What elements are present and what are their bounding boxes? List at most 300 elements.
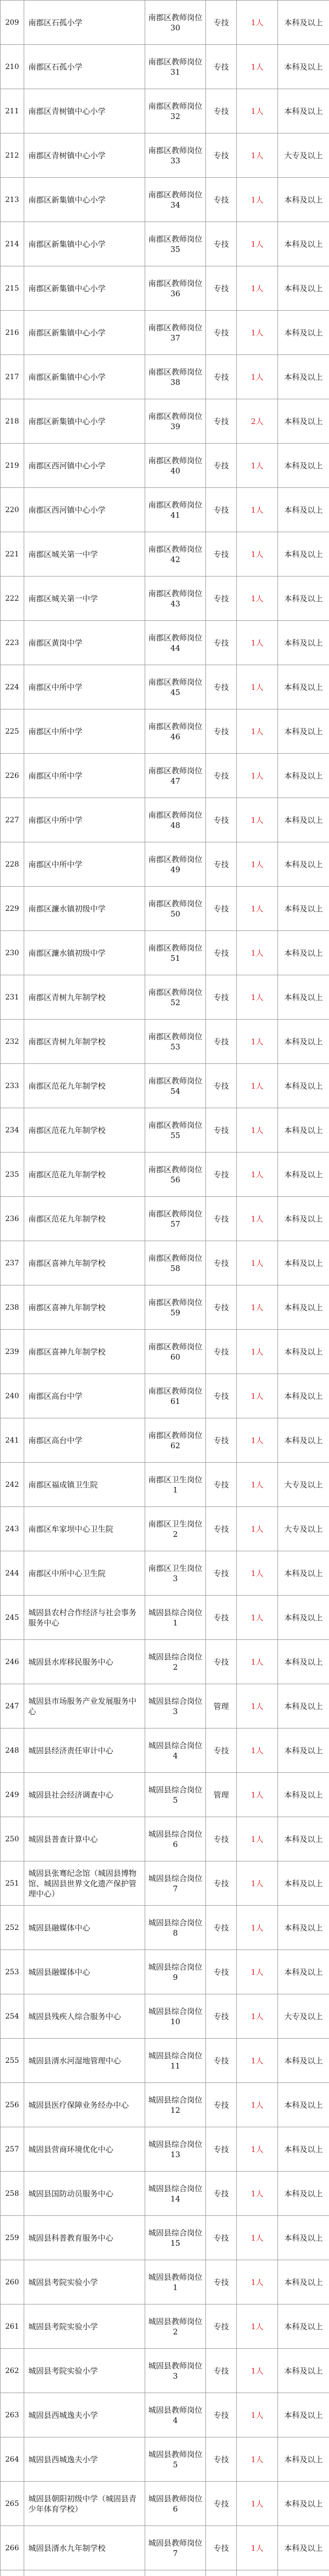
education-requirement: 本科及以上 <box>278 2304 329 2349</box>
row-number: 225 <box>1 709 24 754</box>
education-requirement: 本科及以上 <box>278 1 329 45</box>
position-type: 专技 <box>206 975 237 1020</box>
hiring-count: 1人 <box>237 2172 278 2216</box>
row-number: 209 <box>1 1 24 45</box>
employer-unit: 城固县张骞纪念馆（城固县博物馆、城固县世界文化遗产保护管理中心） <box>24 1861 145 1906</box>
hiring-count: 1人 <box>237 1950 278 1994</box>
employer-unit: 城固县水库移民服务中心 <box>24 1640 145 1684</box>
education-requirement: 本科及以上 <box>278 1418 329 1463</box>
table-row <box>1 1817 329 1861</box>
position-code: 城固县综合岗位5 <box>145 1773 206 1817</box>
education-requirement: 大专及以上 <box>278 1994 329 2039</box>
row-number: 265 <box>1 2482 24 2526</box>
position-type: 专技 <box>206 665 237 709</box>
position-code: 南郡区卫生岗位3 <box>145 1551 206 1596</box>
employer-unit: 南郡区中所中学 <box>24 665 145 709</box>
position-type: 专技 <box>206 444 237 488</box>
row-number: 238 <box>1 1285 24 1330</box>
row-number: 259 <box>1 2216 24 2260</box>
hiring-count: 1人 <box>237 1285 278 1330</box>
position-type: 专技 <box>206 2127 237 2172</box>
position-code: 南郡区教师岗位43 <box>145 577 206 621</box>
position-type: 专技 <box>206 2437 237 2482</box>
hiring-count: 1人 <box>237 1153 278 1197</box>
position-type: 专技 <box>206 2349 237 2393</box>
hiring-count: 1人 <box>237 1728 278 1773</box>
table-row <box>1 2437 329 2482</box>
row-number: 219 <box>1 444 24 488</box>
table-row <box>1 2349 329 2393</box>
position-code: 南郡区教师岗位30 <box>145 1 206 45</box>
education-requirement: 本科及以上 <box>278 2526 329 2570</box>
position-code: 南郡区教师岗位48 <box>145 798 206 842</box>
position-type: 专技 <box>206 1463 237 1507</box>
row-number: 249 <box>1 1773 24 1817</box>
employer-unit: 城固县普查计算中心 <box>24 1817 145 1861</box>
table-row <box>1 709 329 754</box>
position-type: 专技 <box>206 1861 237 1906</box>
hiring-count: 1人 <box>237 2039 278 2083</box>
row-number: 235 <box>1 1153 24 1197</box>
education-requirement: 本科及以上 <box>278 1197 329 1241</box>
hiring-count: 1人 <box>237 931 278 975</box>
position-code <box>145 2570 206 2576</box>
employer-unit: 南郡区石孤小学 <box>24 45 145 89</box>
hiring-count: 2人 <box>237 399 278 444</box>
hiring-count: 1人 <box>237 89 278 133</box>
position-type: 专技 <box>206 89 237 133</box>
position-code: 南郡区教师岗位36 <box>145 266 206 311</box>
position-code: 南郡区教师岗位50 <box>145 887 206 931</box>
row-number: 260 <box>1 2260 24 2304</box>
education-requirement: 本科及以上 <box>278 1020 329 1064</box>
education-requirement: 本科及以上 <box>278 2083 329 2127</box>
employer-unit: 城固县湑水河湿地管理中心 <box>24 2039 145 2083</box>
row-number: 210 <box>1 45 24 89</box>
table-row <box>1 1728 329 1773</box>
row-number: 258 <box>1 2172 24 2216</box>
employer-unit: 城固县湑水九年制学校 <box>24 2526 145 2570</box>
position-type: 专技 <box>206 488 237 532</box>
education-requirement: 本科及以上 <box>278 89 329 133</box>
table-row <box>1 89 329 133</box>
table-row <box>1 2216 329 2260</box>
position-code: 南郡区教师岗位59 <box>145 1285 206 1330</box>
employer-unit: 南郡区城关第一中学 <box>24 532 145 577</box>
table-row <box>1 2260 329 2304</box>
table-row <box>1 1861 329 1906</box>
hiring-count: 1人 <box>237 133 278 178</box>
row-number: 255 <box>1 2039 24 2083</box>
position-type: 专技 <box>206 1418 237 1463</box>
position-code: 南郡区教师岗位32 <box>145 89 206 133</box>
employer-unit: 南郡区高台中学 <box>24 1418 145 1463</box>
employer-unit: 南郡区中所中学 <box>24 709 145 754</box>
education-requirement: 本科及以上 <box>278 2349 329 2393</box>
position-code: 城固县综合岗位4 <box>145 1728 206 1773</box>
row-number: 262 <box>1 2349 24 2393</box>
table-row <box>1 1285 329 1330</box>
table-row <box>1 798 329 842</box>
education-requirement: 本科及以上 <box>278 1950 329 1994</box>
position-code: 南郡区教师岗位62 <box>145 1418 206 1463</box>
education-requirement: 大专及以上 <box>278 1463 329 1507</box>
position-type: 专技 <box>206 355 237 399</box>
education-requirement: 本科及以上 <box>278 709 329 754</box>
position-code: 城固县综合岗位15 <box>145 2216 206 2260</box>
employer-unit: 南郡区青树镇中心小学 <box>24 133 145 178</box>
position-code: 南郡区教师岗位49 <box>145 842 206 887</box>
position-type <box>206 2570 237 2576</box>
position-code: 南郡区教师岗位44 <box>145 621 206 665</box>
employer-unit: 城固县营商环境优化中心 <box>24 2127 145 2172</box>
position-code: 城固县教师岗位2 <box>145 2304 206 2349</box>
row-number: 241 <box>1 1418 24 1463</box>
hiring-count: 1人 <box>237 577 278 621</box>
row-number: 211 <box>1 89 24 133</box>
education-requirement: 本科及以上 <box>278 2172 329 2216</box>
hiring-count: 1人 <box>237 1817 278 1861</box>
table-row <box>1 1994 329 2039</box>
table-row <box>1 444 329 488</box>
employer-unit: 南郡区濂水镇初级中学 <box>24 931 145 975</box>
hiring-count: 1人 <box>237 2127 278 2172</box>
education-requirement: 本科及以上 <box>278 665 329 709</box>
employer-unit: 南郡区青树九年制学校 <box>24 975 145 1020</box>
employer-unit: 城固县社会经济调查中心 <box>24 1773 145 1817</box>
position-type: 专技 <box>206 1551 237 1596</box>
hiring-count: 1人 <box>237 178 278 222</box>
education-requirement: 大专及以上 <box>278 133 329 178</box>
position-type: 专技 <box>206 2393 237 2437</box>
education-requirement: 本科及以上 <box>278 842 329 887</box>
position-type: 专技 <box>206 2482 237 2526</box>
employer-unit: 南郡区青树镇中心小学 <box>24 89 145 133</box>
table-row <box>1 1153 329 1197</box>
education-requirement: 本科及以上 <box>278 1241 329 1285</box>
position-code: 城固县综合岗位13 <box>145 2127 206 2172</box>
education-requirement: 本科及以上 <box>278 266 329 311</box>
table-row <box>1 399 329 444</box>
row-number: 229 <box>1 887 24 931</box>
row-number: 216 <box>1 311 24 355</box>
row-number: 240 <box>1 1374 24 1418</box>
education-requirement: 本科及以上 <box>278 1153 329 1197</box>
employer-unit: 南郡区石孤小学 <box>24 1 145 45</box>
position-type: 专技 <box>206 266 237 311</box>
hiring-count: 1人 <box>237 709 278 754</box>
position-type: 专技 <box>206 709 237 754</box>
hiring-count: 1人 <box>237 665 278 709</box>
row-number: 257 <box>1 2127 24 2172</box>
position-type: 管理 <box>206 1684 237 1728</box>
position-type: 专技 <box>206 621 237 665</box>
row-number: 227 <box>1 798 24 842</box>
hiring-count: 1人 <box>237 266 278 311</box>
education-requirement: 本科及以上 <box>278 621 329 665</box>
table-row <box>1 1950 329 1994</box>
table-row <box>1 1507 329 1551</box>
employer-unit: 城固县农村合作经济与社会事务服务中心 <box>24 1596 145 1640</box>
hiring-count: 1人 <box>237 621 278 665</box>
hiring-count: 1人 <box>237 1507 278 1551</box>
position-code: 城固县综合岗位9 <box>145 1950 206 1994</box>
hiring-count: 1人 <box>237 444 278 488</box>
hiring-count: 1人 <box>237 1108 278 1153</box>
education-requirement: 本科及以上 <box>278 1728 329 1773</box>
position-code: 南郡区教师岗位39 <box>145 399 206 444</box>
position-code: 城固县教师岗位6 <box>145 2482 206 2526</box>
row-number: 243 <box>1 1507 24 1551</box>
hiring-count: 1人 <box>237 887 278 931</box>
row-number: 217 <box>1 355 24 399</box>
hiring-count: 1人 <box>237 2482 278 2526</box>
education-requirement: 本科及以上 <box>278 488 329 532</box>
position-type: 专技 <box>206 399 237 444</box>
hiring-count: 1人 <box>237 1994 278 2039</box>
position-code: 城固县教师岗位1 <box>145 2260 206 2304</box>
row-number: 245 <box>1 1596 24 1640</box>
row-number: 232 <box>1 1020 24 1064</box>
hiring-count: 1人 <box>237 1773 278 1817</box>
employer-unit <box>24 2570 145 2576</box>
table-row <box>1 842 329 887</box>
employer-unit: 南郡区新集镇中心小学 <box>24 222 145 266</box>
row-number: 246 <box>1 1640 24 1684</box>
position-code: 城固县教师岗位5 <box>145 2437 206 2482</box>
position-type: 专技 <box>206 1153 237 1197</box>
row-number: 231 <box>1 975 24 1020</box>
table-row <box>1 2526 329 2570</box>
row-number: 221 <box>1 532 24 577</box>
position-type: 专技 <box>206 1197 237 1241</box>
position-code: 南郡区教师岗位54 <box>145 1064 206 1108</box>
education-requirement: 本科及以上 <box>278 2437 329 2482</box>
position-type: 专技 <box>206 1108 237 1153</box>
education-requirement: 本科及以上 <box>278 1064 329 1108</box>
employer-unit: 南郡区濂水镇初级中学 <box>24 887 145 931</box>
hiring-count: 1人 <box>237 1 278 45</box>
employer-unit: 南郡区新集镇中心小学 <box>24 266 145 311</box>
employer-unit: 南郡区新集镇中心小学 <box>24 355 145 399</box>
education-requirement: 本科及以上 <box>278 1861 329 1906</box>
position-code: 南郡区教师岗位41 <box>145 488 206 532</box>
hiring-count: 1人 <box>237 754 278 798</box>
position-type: 专技 <box>206 133 237 178</box>
table-row <box>1 45 329 89</box>
row-number: 214 <box>1 222 24 266</box>
row-number: 223 <box>1 621 24 665</box>
hiring-count: 1人 <box>237 311 278 355</box>
table-row <box>1 1640 329 1684</box>
row-number: 239 <box>1 1330 24 1374</box>
employer-unit: 南郡区范花九年制学校 <box>24 1108 145 1153</box>
position-type: 专技 <box>206 1728 237 1773</box>
table-row <box>1 931 329 975</box>
employer-unit: 南郡区青树九年制学校 <box>24 1020 145 1064</box>
position-type: 专技 <box>206 798 237 842</box>
employer-unit: 城固县医疗保障业务经办中心 <box>24 2083 145 2127</box>
row-number: 213 <box>1 178 24 222</box>
position-type: 专技 <box>206 1241 237 1285</box>
position-code: 南郡区卫生岗位2 <box>145 1507 206 1551</box>
table-row <box>1 133 329 178</box>
hiring-count: 1人 <box>237 798 278 842</box>
position-code: 南郡区教师岗位47 <box>145 754 206 798</box>
table-row <box>1 1330 329 1374</box>
row-number: 224 <box>1 665 24 709</box>
row-number: 228 <box>1 842 24 887</box>
employer-unit: 南郡区范花九年制学校 <box>24 1197 145 1241</box>
position-type: 专技 <box>206 1994 237 2039</box>
table-row <box>1 2172 329 2216</box>
table-row <box>1 2127 329 2172</box>
employer-unit: 南郡区中所中学 <box>24 842 145 887</box>
table-row <box>1 178 329 222</box>
position-code: 城固县综合岗位7 <box>145 1861 206 1906</box>
table-row <box>1 1684 329 1728</box>
table-row <box>1 665 329 709</box>
row-number: 263 <box>1 2393 24 2437</box>
hiring-count: 1人 <box>237 2083 278 2127</box>
hiring-count: 1人 <box>237 842 278 887</box>
employer-unit: 南郡区范花九年制学校 <box>24 1153 145 1197</box>
education-requirement: 本科及以上 <box>278 444 329 488</box>
position-code: 南郡区教师岗位57 <box>145 1197 206 1241</box>
education-requirement: 本科及以上 <box>278 1640 329 1684</box>
employer-unit: 南郡区西河镇中心小学 <box>24 444 145 488</box>
position-type: 专技 <box>206 2304 237 2349</box>
education-requirement: 本科及以上 <box>278 1684 329 1728</box>
employer-unit: 城固县科普教育服务中心 <box>24 2216 145 2260</box>
education-requirement: 本科及以上 <box>278 1817 329 1861</box>
position-code: 南郡区教师岗位58 <box>145 1241 206 1285</box>
position-code: 城固县综合岗位1 <box>145 1596 206 1640</box>
position-type: 专技 <box>206 1640 237 1684</box>
position-code: 南郡区教师岗位53 <box>145 1020 206 1064</box>
position-code: 南郡区教师岗位40 <box>145 444 206 488</box>
position-type: 专技 <box>206 2260 237 2304</box>
position-code: 城固县综合岗位3 <box>145 1684 206 1728</box>
table-row <box>1 1020 329 1064</box>
table-row <box>1 1241 329 1285</box>
position-code: 南郡区教师岗位34 <box>145 178 206 222</box>
position-code: 城固县综合岗位6 <box>145 1817 206 1861</box>
education-requirement: 本科及以上 <box>278 45 329 89</box>
row-number: 261 <box>1 2304 24 2349</box>
table-row <box>1 2482 329 2526</box>
position-code: 南郡区教师岗位55 <box>145 1108 206 1153</box>
employer-unit: 城固县西城逸夫小学 <box>24 2393 145 2437</box>
position-type: 专技 <box>206 311 237 355</box>
position-type: 专技 <box>206 754 237 798</box>
position-type: 专技 <box>206 222 237 266</box>
hiring-count: 1人 <box>237 1640 278 1684</box>
hiring-count: 1人 <box>237 975 278 1020</box>
hiring-count: 1人 <box>237 1064 278 1108</box>
position-code: 南郡区教师岗位56 <box>145 1153 206 1197</box>
employer-unit: 城固县朝阳初级中学（城固县青少年体育学校） <box>24 2482 145 2526</box>
education-requirement: 本科及以上 <box>278 2260 329 2304</box>
hiring-count: 1人 <box>237 45 278 89</box>
education-requirement: 本科及以上 <box>278 887 329 931</box>
position-type: 专技 <box>206 1 237 45</box>
table-row <box>1 1463 329 1507</box>
education-requirement: 本科及以上 <box>278 1773 329 1817</box>
hiring-count: 1人 <box>237 1418 278 1463</box>
employer-unit: 城固县考院实验小学 <box>24 2260 145 2304</box>
hiring-count: 1人 <box>237 1197 278 1241</box>
table-row <box>1 1374 329 1418</box>
employer-unit: 城固县残疾人综合服务中心 <box>24 1994 145 2039</box>
position-type: 专技 <box>206 1507 237 1551</box>
position-type: 专技 <box>206 2216 237 2260</box>
employer-unit: 南郡区喜神九年制学校 <box>24 1285 145 1330</box>
position-type: 专技 <box>206 2083 237 2127</box>
hiring-count: 1人 <box>237 1463 278 1507</box>
table-row <box>1 355 329 399</box>
table-row <box>1 1108 329 1153</box>
position-code: 城固县综合岗位11 <box>145 2039 206 2083</box>
position-type: 专技 <box>206 532 237 577</box>
row-number: 237 <box>1 1241 24 1285</box>
row-number: 234 <box>1 1108 24 1153</box>
employer-unit: 城固县考院实验小学 <box>24 2349 145 2393</box>
hiring-count: 1人 <box>237 1330 278 1374</box>
position-code: 城固县综合岗位10 <box>145 1994 206 2039</box>
hiring-count: 1人 <box>237 2304 278 2349</box>
position-type: 管理 <box>206 1773 237 1817</box>
position-type: 专技 <box>206 178 237 222</box>
education-requirement: 本科及以上 <box>278 399 329 444</box>
hiring-count: 1人 <box>237 1241 278 1285</box>
position-code: 南郡区教师岗位33 <box>145 133 206 178</box>
row-number: 254 <box>1 1994 24 2039</box>
education-requirement: 本科及以上 <box>278 1906 329 1950</box>
education-requirement: 本科及以上 <box>278 754 329 798</box>
position-code: 城固县教师岗位4 <box>145 2393 206 2437</box>
employer-unit: 南郡区范花九年制学校 <box>24 1064 145 1108</box>
position-type: 专技 <box>206 2039 237 2083</box>
education-requirement: 本科及以上 <box>278 2127 329 2172</box>
row-number: 248 <box>1 1728 24 1773</box>
position-type: 专技 <box>206 2526 237 2570</box>
hiring-count: 1人 <box>237 2393 278 2437</box>
employer-unit: 南郡区喜神九年制学校 <box>24 1241 145 1285</box>
row-number: 220 <box>1 488 24 532</box>
table-row <box>1 1551 329 1596</box>
education-requirement: 本科及以上 <box>278 1330 329 1374</box>
row-number: 215 <box>1 266 24 311</box>
employer-unit: 城固县经济责任审计中心 <box>24 1728 145 1773</box>
employer-unit: 南郡区高台中学 <box>24 1374 145 1418</box>
position-type: 专技 <box>206 1064 237 1108</box>
row-number: 264 <box>1 2437 24 2482</box>
table-row <box>1 2083 329 2127</box>
table-row <box>1 488 329 532</box>
position-code: 南郡区教师岗位51 <box>145 931 206 975</box>
hiring-count: 1人 <box>237 1596 278 1640</box>
employer-unit: 城固县国防动员服务中心 <box>24 2172 145 2216</box>
employer-unit: 城固县市场服务产业发展服务中心 <box>24 1684 145 1728</box>
row-number: 253 <box>1 1950 24 1994</box>
position-code: 城固县综合岗位14 <box>145 2172 206 2216</box>
position-code: 南郡区教师岗位31 <box>145 45 206 89</box>
position-type: 专技 <box>206 1374 237 1418</box>
position-code: 南郡区教师岗位42 <box>145 532 206 577</box>
row-number: 247 <box>1 1684 24 1728</box>
table-row <box>1 2570 329 2576</box>
